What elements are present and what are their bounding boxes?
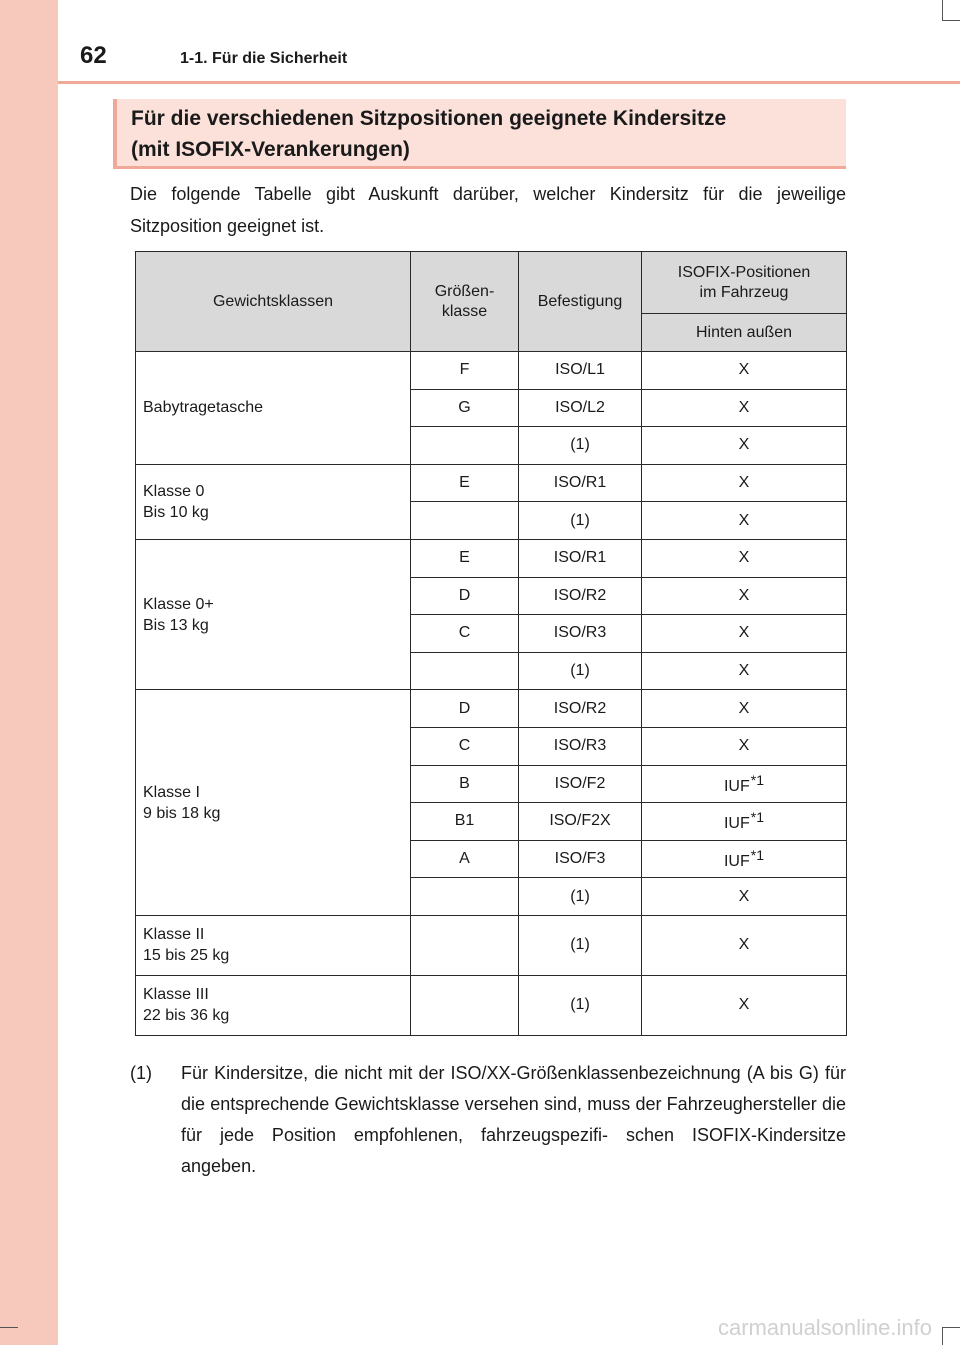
attachment-cell: ISO/F2 <box>519 765 642 803</box>
crop-mark <box>942 0 943 20</box>
size-cell: G <box>411 389 519 427</box>
attachment-cell: (1) <box>519 502 642 540</box>
section-heading-line1: Für die verschiedenen Sitzpositionen geeignete Kindersitze <box>131 107 727 130</box>
position-cell <box>642 765 847 803</box>
attachment-cell: ISO/R3 <box>519 615 642 653</box>
position-cell: X <box>642 352 847 390</box>
position-cell: X <box>642 727 847 765</box>
crop-mark <box>0 1327 18 1328</box>
size-cell <box>411 975 519 1035</box>
weight-range-label: Bis 10 kg <box>143 503 209 521</box>
page-number: 62 <box>80 42 107 69</box>
weight-range-label: 15 bis 25 kg <box>143 947 230 965</box>
size-cell: E <box>411 464 519 502</box>
header-positions <box>642 252 847 314</box>
size-cell: F <box>411 352 519 390</box>
attachment-cell: ISO/R1 <box>519 464 642 502</box>
attachment-cell: ISO/R2 <box>519 577 642 615</box>
weight-range-label: 9 bis 18 kg <box>143 804 221 822</box>
header-rear-outer: Hinten außen <box>642 314 847 352</box>
attachment-cell: ISO/F2X <box>519 803 642 841</box>
position-cell: X <box>642 502 847 540</box>
position-cell: X <box>642 615 847 653</box>
position-cell: X <box>642 389 847 427</box>
size-cell <box>411 652 519 690</box>
size-cell: D <box>411 690 519 728</box>
position-cell: X <box>642 915 847 975</box>
size-cell: B1 <box>411 803 519 841</box>
position-cell: X <box>642 539 847 577</box>
attachment-cell: ISO/R3 <box>519 727 642 765</box>
weight-class-cell <box>136 352 411 465</box>
header-positions-line1: ISOFIX-Positionen <box>677 263 811 281</box>
section-heading-line2: (mit ISOFIX-Verankerungen) <box>131 138 410 161</box>
size-cell: C <box>411 727 519 765</box>
header-weight: Gewichtsklassen <box>136 252 411 352</box>
intro-paragraph: Die folgende Tabelle gibt Auskunft darüber, welcher Kindersitz für die jeweilige Sitzposition geeignet ist. <box>130 184 846 236</box>
weight-class-label: Klasse III <box>143 986 209 1004</box>
weight-class-cell <box>136 539 411 689</box>
position-cell: X <box>642 652 847 690</box>
size-cell: C <box>411 615 519 653</box>
attachment-cell: ISO/R1 <box>519 539 642 577</box>
size-cell: D <box>411 577 519 615</box>
position-value: IUF <box>723 777 750 795</box>
position-cell: X <box>642 690 847 728</box>
weight-class-label: Klasse 0+ <box>143 595 214 613</box>
position-cell: X <box>642 878 847 916</box>
footnote-marker: *1 <box>750 771 764 788</box>
attachment-cell: (1) <box>519 975 642 1035</box>
weight-class-label: Klasse 0 <box>143 482 205 500</box>
position-cell: X <box>642 975 847 1035</box>
footnote <box>130 1058 846 1182</box>
crop-mark <box>942 1327 943 1345</box>
attachment-cell: (1) <box>519 878 642 916</box>
size-cell <box>411 915 519 975</box>
size-cell <box>411 878 519 916</box>
attachment-cell: (1) <box>519 915 642 975</box>
attachment-cell: ISO/L1 <box>519 352 642 390</box>
size-cell: A <box>411 840 519 878</box>
size-cell: E <box>411 539 519 577</box>
running-header: 1-1. Für die Sicherheit <box>180 50 348 67</box>
footnote-marker: *1 <box>750 847 764 864</box>
header-attachment: Befestigung <box>519 252 642 352</box>
weight-class-label: Klasse I <box>143 783 200 801</box>
crop-mark <box>942 20 960 21</box>
position-cell: X <box>642 464 847 502</box>
weight-class-label: Klasse II <box>143 926 205 944</box>
weight-class-label: Babytragetasche <box>143 399 264 417</box>
weight-range-label: Bis 13 kg <box>143 616 209 634</box>
weight-range-label: 22 bis 36 kg <box>143 1007 230 1025</box>
weight-class-cell <box>136 915 411 975</box>
weight-class-cell <box>136 464 411 539</box>
position-cell <box>642 840 847 878</box>
footnote-marker: *1 <box>750 809 764 826</box>
attachment-cell: ISO/F3 <box>519 840 642 878</box>
position-cell: X <box>642 577 847 615</box>
attachment-cell: (1) <box>519 427 642 465</box>
header-size <box>411 252 519 352</box>
attachment-cell: ISO/R2 <box>519 690 642 728</box>
isofix-table <box>135 251 847 1036</box>
left-margin-strip <box>0 0 58 1345</box>
header-size-line2: klasse <box>441 302 488 320</box>
header-divider <box>58 81 960 84</box>
weight-class-cell <box>136 690 411 916</box>
footnote-label: (1) <box>130 1063 152 1083</box>
attachment-cell: ISO/L2 <box>519 389 642 427</box>
position-cell: X <box>642 427 847 465</box>
header-positions-line2: im Fahrzeug <box>699 283 789 301</box>
position-value: IUF <box>723 815 750 833</box>
position-cell <box>642 803 847 841</box>
attachment-cell: (1) <box>519 652 642 690</box>
footnote-text: Für Kindersitze, die nicht mit der ISO/XX-Größenklassenbezeichnung (A bis G) für die entsprechende Gewichtsklasse versehen sind, muss der Fahrzeughersteller die für jede Position empfohlenen, fahrzeugspezifi- schen ISOFIX-Kindersitze angeben. <box>181 1063 846 1176</box>
weight-class-cell <box>136 975 411 1035</box>
size-cell <box>411 427 519 465</box>
header-size-line1: Größen- <box>434 282 495 300</box>
crop-mark <box>942 1327 960 1328</box>
position-value: IUF <box>723 853 750 871</box>
size-cell <box>411 502 519 540</box>
section-heading-box <box>113 99 846 169</box>
size-cell: B <box>411 765 519 803</box>
section-heading <box>131 103 836 165</box>
watermark: carmanualsonline.info <box>717 1315 932 1340</box>
